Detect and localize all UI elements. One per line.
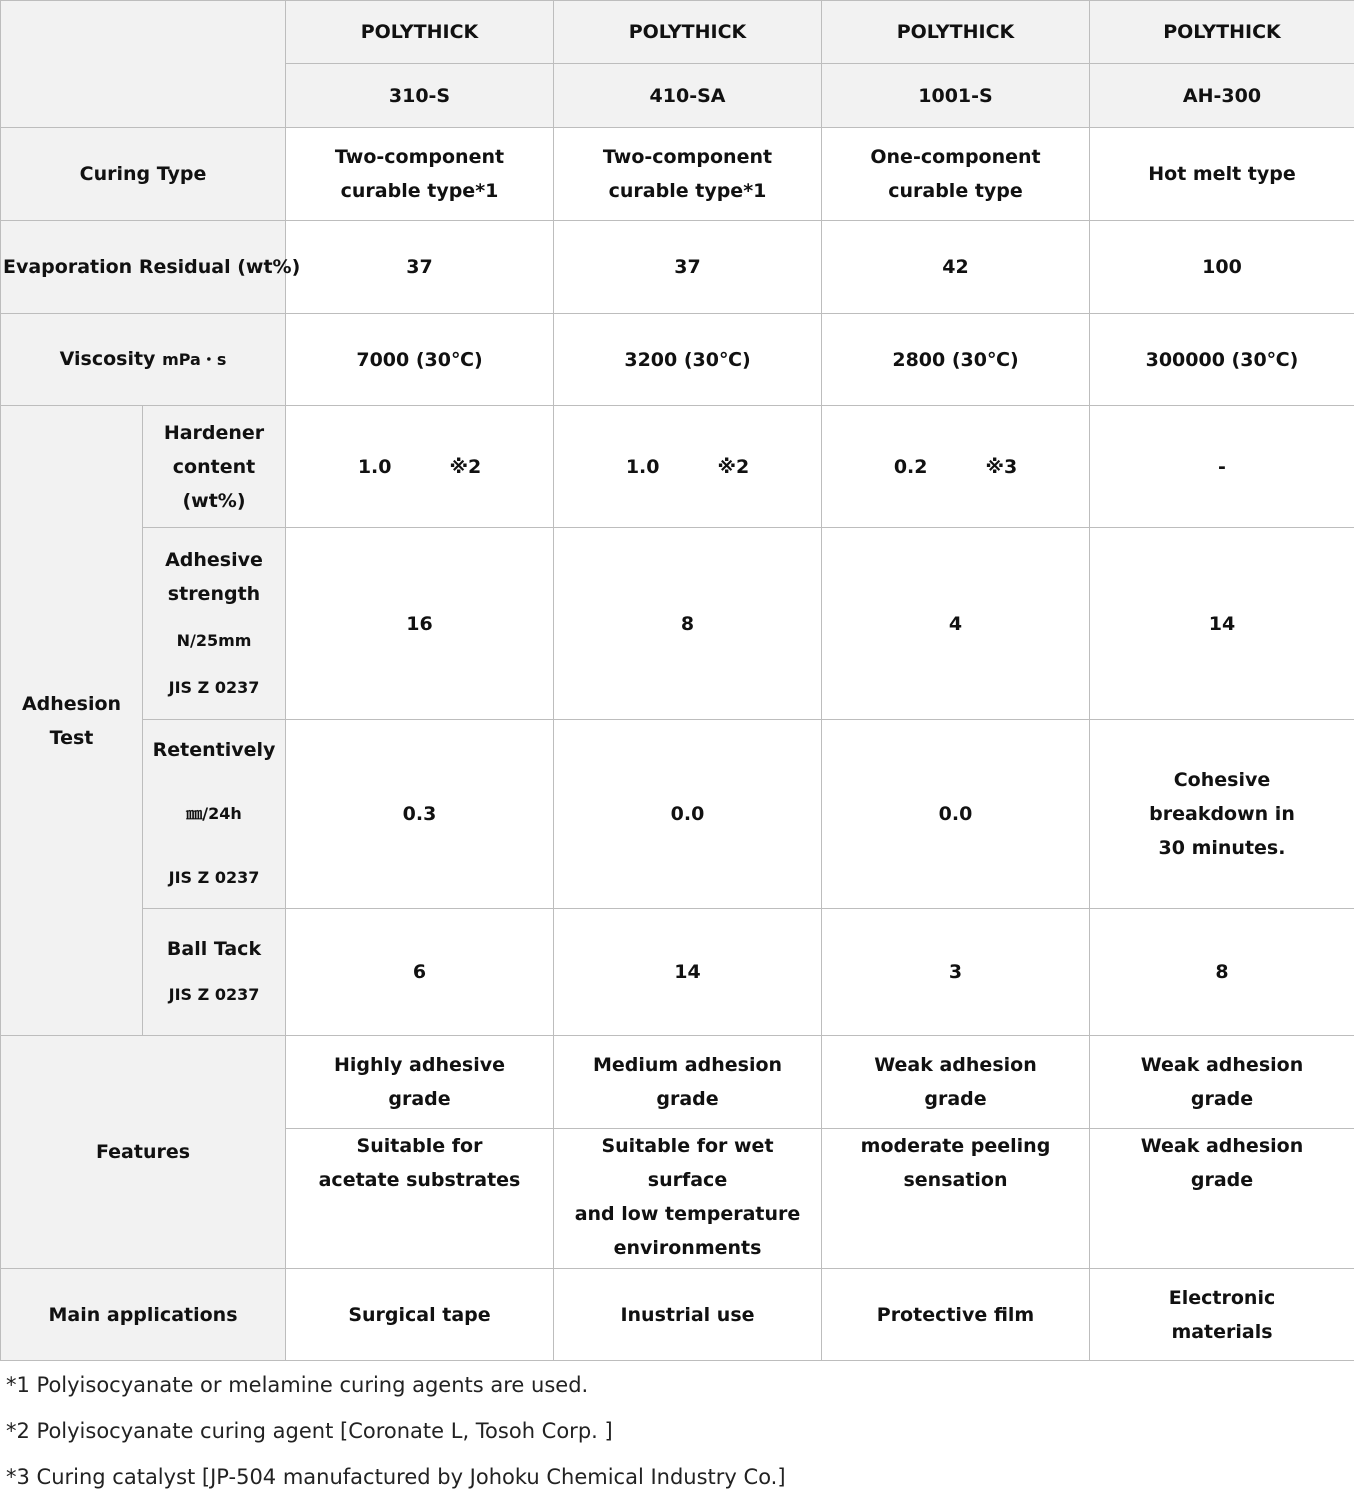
features-suitability-cell: Suitable for wet surface and low temperature environments bbox=[554, 1129, 822, 1269]
features-grade-cell: Medium adhesion grade bbox=[554, 1036, 822, 1129]
features-suitability-cell: Weak adhesion grade bbox=[1090, 1129, 1354, 1269]
adhesive-strength-row bbox=[1, 528, 1354, 720]
footnotes bbox=[6, 1362, 786, 1500]
col-model: 410-SA bbox=[554, 64, 822, 128]
main-applications-cell: Protective film bbox=[822, 1269, 1090, 1361]
curing-type-cell: Two-component curable type*1 bbox=[286, 128, 554, 221]
retentively-standard: JIS Z 0237 bbox=[168, 868, 260, 887]
adhesion-test-label: Adhesion Test bbox=[1, 406, 143, 1036]
col-model: 310-S bbox=[286, 64, 554, 128]
curing-type-row bbox=[1, 128, 1354, 221]
hardener-cell: - bbox=[1090, 406, 1354, 528]
features-grade-cell: Weak adhesion grade bbox=[822, 1036, 1090, 1129]
hardener-label: Hardener content (wt%) bbox=[143, 406, 286, 528]
adhesive-strength-unit: N/25mm bbox=[176, 630, 252, 650]
curing-type-cell: Two-component curable type*1 bbox=[554, 128, 822, 221]
adhesive-strength-cell: 8 bbox=[554, 528, 822, 720]
hardener-row bbox=[1, 406, 1354, 528]
ball-tack-cell: 14 bbox=[554, 909, 822, 1036]
retentively-label: Retentively ㎜/24h JIS Z 0237 bbox=[143, 720, 286, 909]
ball-tack-standard: JIS Z 0237 bbox=[168, 985, 260, 1004]
retentively-cell: 0.3 bbox=[286, 720, 554, 909]
retentively-cell: 0.0 bbox=[554, 720, 822, 909]
ball-tack-row bbox=[1, 909, 1354, 1036]
ball-tack-label: Ball Tack JIS Z 0237 bbox=[143, 909, 286, 1036]
viscosity-cell: 7000 (30℃) bbox=[286, 314, 554, 406]
viscosity-label: Viscosity mPa・s bbox=[1, 314, 286, 406]
col-brand: POLYTHICK bbox=[286, 1, 554, 64]
col-brand: POLYTHICK bbox=[554, 1, 822, 64]
main-applications-label: Main applications bbox=[1, 1269, 286, 1361]
header-row-brand bbox=[1, 1, 1354, 64]
hardener-cell: 1.0 ※2 bbox=[286, 406, 554, 528]
col-brand: POLYTHICK bbox=[822, 1, 1090, 64]
evaporation-residual-cell: 37 bbox=[554, 221, 822, 314]
corner-cell bbox=[1, 1, 286, 128]
hardener-cell: 1.0 ※2 bbox=[554, 406, 822, 528]
adhesive-strength-cell: 16 bbox=[286, 528, 554, 720]
curing-type-cell: One-component curable type bbox=[822, 128, 1090, 221]
features-grade-cell: Weak adhesion grade bbox=[1090, 1036, 1354, 1129]
features-grade-row bbox=[1, 1036, 1354, 1129]
ball-tack-cell: 3 bbox=[822, 909, 1090, 1036]
viscosity-cell: 300000 (30℃) bbox=[1090, 314, 1354, 406]
curing-type-label: Curing Type bbox=[1, 128, 286, 221]
main-applications-cell: Surgical tape bbox=[286, 1269, 554, 1361]
col-model: 1001-S bbox=[822, 64, 1090, 128]
main-applications-cell: Electronic materials bbox=[1090, 1269, 1354, 1361]
col-brand: POLYTHICK bbox=[1090, 1, 1354, 64]
ball-tack-cell: 8 bbox=[1090, 909, 1354, 1036]
retentively-cell: 0.0 bbox=[822, 720, 1090, 909]
col-model: AH-300 bbox=[1090, 64, 1354, 128]
footnote-ref: ※3 bbox=[985, 455, 1018, 478]
viscosity-cell: 2800 (30℃) bbox=[822, 314, 1090, 406]
curing-type-cell: Hot melt type bbox=[1090, 128, 1354, 221]
retentively-row bbox=[1, 720, 1354, 909]
adhesive-strength-cell: 4 bbox=[822, 528, 1090, 720]
evaporation-residual-label: Evaporation Residual (wt%) bbox=[1, 221, 286, 314]
features-grade-cell: Highly adhesive grade bbox=[286, 1036, 554, 1129]
evaporation-residual-cell: 37 bbox=[286, 221, 554, 314]
retentively-note-cell: Cohesive breakdown in 30 minutes. bbox=[1090, 720, 1354, 909]
adhesive-strength-label: Adhesive strength N/25mm JIS Z 0237 bbox=[143, 528, 286, 720]
features-suitability-cell: Suitable for acetate substrates bbox=[286, 1129, 554, 1269]
main-applications-cell: Inustrial use bbox=[554, 1269, 822, 1361]
evaporation-residual-cell: 100 bbox=[1090, 221, 1354, 314]
adhesive-strength-cell: 14 bbox=[1090, 528, 1354, 720]
features-suitability-cell: moderate peeling sensation bbox=[822, 1129, 1090, 1269]
evaporation-residual-cell: 42 bbox=[822, 221, 1090, 314]
evaporation-residual-row bbox=[1, 221, 1354, 314]
ball-tack-cell: 6 bbox=[286, 909, 554, 1036]
footnote-ref: ※2 bbox=[717, 455, 750, 478]
footnote: *2 Polyisocyanate curing agent [Coronate L, Tosoh Corp. ] bbox=[6, 1419, 613, 1443]
retentively-unit: ㎜/24h bbox=[186, 804, 242, 823]
footnote: *1 Polyisocyanate or melamine curing agents are used. bbox=[6, 1373, 589, 1397]
viscosity-cell: 3200 (30℃) bbox=[554, 314, 822, 406]
viscosity-row bbox=[1, 314, 1354, 406]
footnote: *3 Curing catalyst [JP-504 manufactured by Johoku Chemical Industry Co.] bbox=[6, 1465, 786, 1489]
viscosity-unit: mPa・s bbox=[162, 350, 227, 369]
main-applications-row bbox=[1, 1269, 1354, 1361]
adhesive-strength-standard: JIS Z 0237 bbox=[168, 677, 260, 697]
hardener-cell: 0.2 ※3 bbox=[822, 406, 1090, 528]
footnote-ref: ※2 bbox=[449, 455, 482, 478]
features-label: Features bbox=[1, 1036, 286, 1269]
